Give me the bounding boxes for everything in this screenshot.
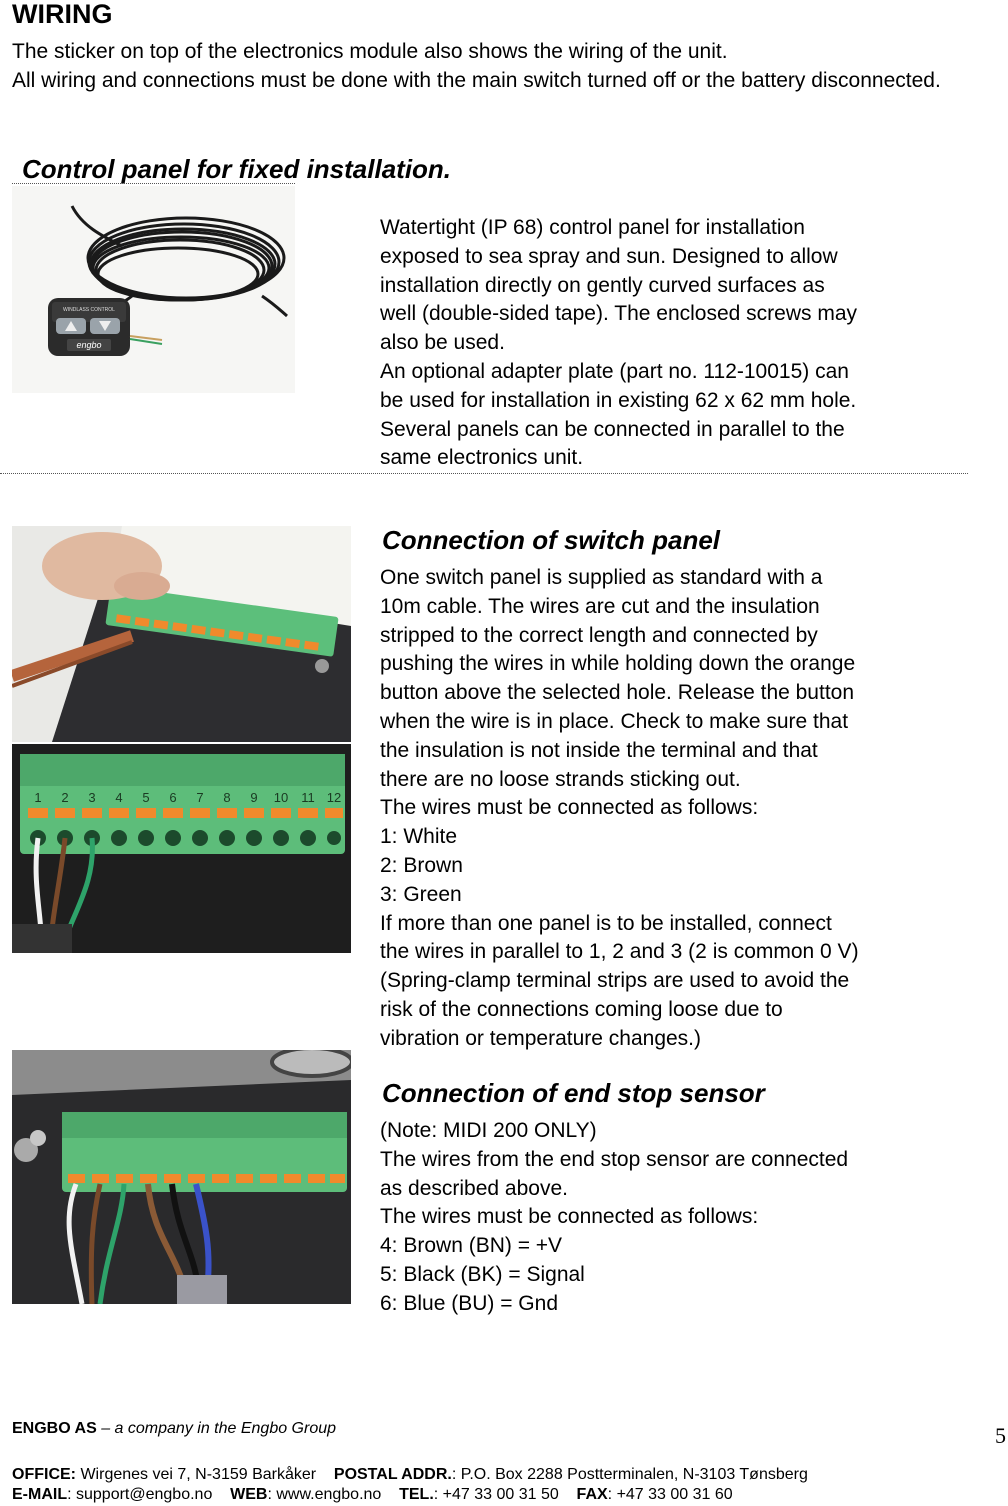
panel-label-text: WINDLASS CONTROL <box>63 307 115 313</box>
heading-divider <box>12 183 295 184</box>
switch-panel-line: (Spring-clamp terminal strips are used to avoid the <box>380 969 850 993</box>
switch-panel-line: stripped to the correct length and connected by <box>380 623 818 647</box>
terminal-number: 4 <box>115 790 123 805</box>
switch-panel-line: 1: White <box>380 825 458 849</box>
tel-number: : +47 33 00 31 50 <box>433 1486 559 1503</box>
terminal-number: 10 <box>273 790 289 805</box>
control-panel-line: also be used. <box>380 331 505 355</box>
office-address: Wirgenes vei 7, N-3159 Barkåker <box>80 1466 317 1483</box>
postal-label: POSTAL ADDR. <box>333 1466 452 1483</box>
switch-panel-heading: Connection of switch panel <box>382 525 721 555</box>
switch-panel-line: vibration or temperature changes.) <box>380 1026 701 1050</box>
switch-panel-line: 2: Brown <box>380 853 463 877</box>
page-title: WIRING <box>12 0 113 29</box>
fax-number: : +47 33 00 31 60 <box>607 1486 733 1503</box>
switch-panel-line: If more than one panel is to be installed, connect <box>380 911 832 935</box>
fax-label: FAX <box>576 1486 608 1503</box>
end-stop-terminal-photo <box>12 1050 351 1304</box>
intro-line-2: All wiring and connections must be done with the main switch turned off or the battery disconnected. <box>12 68 941 92</box>
end-stop-line: (Note: MIDI 200 ONLY) <box>380 1119 597 1142</box>
switch-panel-line: pushing the wires in while holding down the orange <box>380 652 856 676</box>
terminal-strip-hand-photo <box>12 526 351 742</box>
web-address: : www.engbo.no <box>267 1486 382 1503</box>
tel-label: TEL. <box>399 1486 434 1503</box>
control-panel-line: An optional adapter plate (part no. 112-10015) can <box>380 359 849 383</box>
control-panel-photo <box>12 186 295 393</box>
switch-panel-line: 3: Green <box>380 882 462 906</box>
terminal-number: 1 <box>34 790 42 805</box>
control-panel-line: exposed to sea spray and sun. Designed to allow <box>380 244 838 268</box>
control-panel-line: same electronics unit. <box>380 446 584 470</box>
terminal-number: 7 <box>196 790 204 805</box>
end-stop-line: 5: Black (BK) = Signal <box>380 1262 585 1286</box>
control-panel-line: installation directly on gently curved surfaces as <box>380 273 825 297</box>
switch-panel-line: One switch panel is supplied as standard with a <box>380 566 823 589</box>
control-panel-heading: Control panel for fixed installation. <box>22 154 452 184</box>
switch-panel-line: button above the selected hole. Release the button <box>380 681 855 705</box>
terminal-number: 6 <box>169 790 177 805</box>
switch-panel-line: when the wire is in place. Check to make sure that <box>380 709 849 733</box>
terminal-number: 5 <box>142 790 150 805</box>
section-divider <box>0 473 968 474</box>
email-address: : support@engbo.no <box>67 1486 213 1503</box>
company-name: ENGBO AS <box>12 1420 97 1437</box>
terminal-number: 12 <box>326 790 342 805</box>
panel-brand-text: engbo <box>76 340 102 350</box>
switch-panel-description <box>380 564 980 1054</box>
switch-panel-line: 10m cable. The wires are cut and the insulation <box>380 594 820 618</box>
control-panel-line: Watertight (IP 68) control panel for installation <box>380 216 805 239</box>
terminal-number: 2 <box>61 790 69 805</box>
footer-company <box>12 1420 336 1438</box>
end-stop-line: as described above. <box>380 1176 568 1200</box>
switch-panel-line: the wires in parallel to 1, 2 and 3 (2 is common 0 V) <box>380 940 859 964</box>
end-stop-description <box>380 1117 980 1319</box>
end-stop-line: The wires must be connected as follows: <box>380 1205 759 1229</box>
page-number: 5 <box>995 1423 1006 1448</box>
end-stop-line: 4: Brown (BN) = +V <box>380 1234 563 1258</box>
switch-panel-line: there are no loose strands sticking out. <box>380 767 741 791</box>
end-stop-illustration <box>12 1050 351 1304</box>
company-description: – a company in the Engbo Group <box>101 1420 337 1437</box>
terminal-number: 8 <box>223 790 231 805</box>
terminal-number: 11 <box>301 790 315 805</box>
postal-address: : P.O. Box 2288 Postterminalen, N-3103 Tønsberg <box>451 1466 808 1483</box>
end-stop-heading: Connection of end stop sensor <box>382 1078 765 1108</box>
end-stop-line: The wires from the end stop sensor are connected <box>380 1147 849 1171</box>
email-label: E-MAIL <box>12 1486 68 1503</box>
office-label: OFFICE: <box>12 1466 76 1483</box>
end-stop-line: 6: Blue (BU) = Gnd <box>380 1291 558 1315</box>
terminal-closeup-illustration <box>12 744 351 953</box>
terminal-strip-closeup-photo <box>12 744 351 953</box>
footer-contact-line <box>12 1486 733 1504</box>
intro-text <box>12 38 982 95</box>
switch-panel-line: risk of the connections coming loose due to <box>380 997 783 1021</box>
footer-address-line <box>12 1466 808 1484</box>
switch-panel-line: the insulation is not inside the terminal and that <box>380 738 818 762</box>
control-panel-line: be used for installation in existing 62 x 62 mm hole. <box>380 388 857 412</box>
control-panel-line: well (double-sided tape). The enclosed screws may <box>380 302 858 326</box>
terminal-hand-illustration <box>12 526 351 742</box>
control-panel-illustration <box>12 186 295 393</box>
control-panel-line: Several panels can be connected in parallel to the <box>380 417 845 441</box>
terminal-number: 9 <box>250 790 258 805</box>
terminal-number: 3 <box>88 790 96 805</box>
switch-panel-line: The wires must be connected as follows: <box>380 796 759 820</box>
control-panel-description <box>380 214 980 473</box>
intro-line-1: The sticker on top of the electronics module also shows the wiring of the unit. <box>12 40 728 63</box>
web-label: WEB <box>230 1486 268 1503</box>
